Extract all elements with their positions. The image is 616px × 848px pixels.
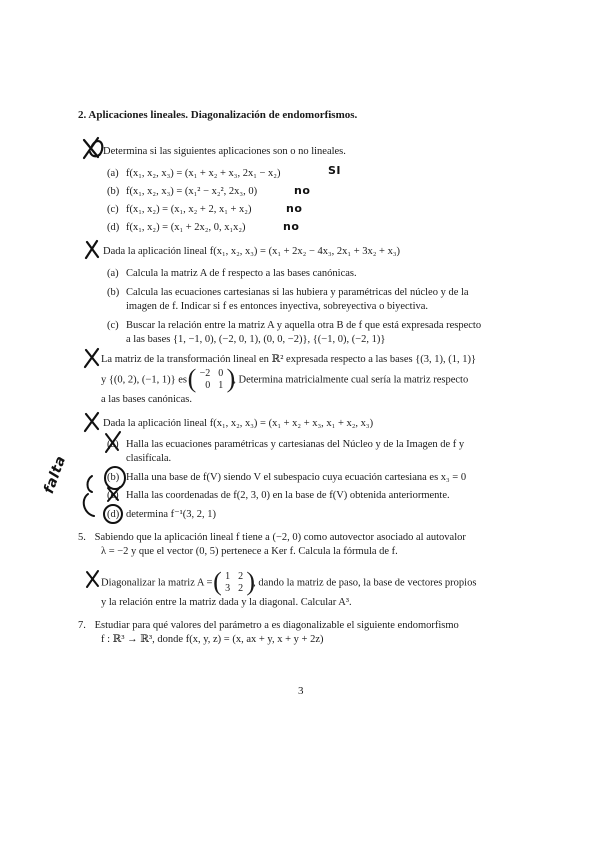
exercise-6-matrix: ( 1 2 3 2 ) (213, 567, 256, 596)
exercise-4-item-d (107, 508, 535, 522)
exercise-6-line-2: y la relación entre la matriz dada y la diagonal. Calcular A³. (101, 597, 352, 608)
handwritten-answer-c: no (286, 202, 303, 215)
item-text: Halla una base de f(V) siendo V el subespacio cuya ecuación cartesiana es x₃ = 0 (126, 472, 467, 483)
item-label: (c) (107, 320, 119, 331)
exercise-2-item-b (107, 286, 535, 300)
page-number: 3 (298, 685, 304, 697)
exercise-text: Sabiendo que la aplicación lineal f tiene a (−2, 0) como autovector asociado al autovalor (94, 532, 466, 543)
exercise-4-item-a-continued: clasifícala. (126, 453, 172, 464)
exercise-5-line-2: λ = −2 y que el vector (0, 5) pertenece a Ker f. Calcula la fórmula de f. (101, 546, 398, 557)
handwritten-answer-b: no (294, 184, 311, 197)
item-text: f(x₁, x₂) = (x₁ + 2x₂, 0, x₁x₂) (126, 222, 246, 233)
exercise-7-line-1 (78, 619, 538, 633)
exercise-4-item-b (107, 471, 535, 485)
exercise-3-line-2 (101, 364, 541, 393)
exercise-1-item-a (107, 167, 535, 181)
item-text: Halla las ecuaciones paramétricas y cartesianas del Núcleo y de la Imagen de f y (126, 439, 465, 450)
exercise-2-item-a (107, 267, 535, 281)
item-text: f(x₁, x₂, x₃) = (x₁² − x₂², 2x₃, 0) (126, 186, 258, 197)
item-label: (c) (107, 490, 119, 501)
matrix-cell: 1 (225, 571, 231, 582)
item-label: (a) (107, 439, 119, 450)
exercise-5-line-1 (78, 531, 538, 545)
item-label: (d) (107, 222, 120, 233)
matrix-cell: 2 (238, 571, 244, 582)
item-text: f(x₁, x₂, x₃) = (x₁ + x₂ + x₃, 2x₁ − x₂) (126, 168, 281, 179)
exercise-3-line-1: La matriz de la transformación lineal en ℝ² expresada respecto a las bases {(3, 1), (1, 1)} (101, 354, 477, 365)
exercise-4-statement: Dada la aplicación lineal f(x₁, x₂, x₃) = (x₁ + x₂ + x₃, x₁ + x₂, x₃) (103, 418, 374, 429)
item-label: (c) (107, 204, 119, 215)
exercise-4-item-a (107, 438, 535, 452)
section-title: 2. Aplicaciones lineales. Diagonalización de endomorfismos. (78, 109, 358, 121)
exercise-1-item-c (107, 203, 535, 217)
item-label: (a) (107, 168, 119, 179)
item-label: (b) (107, 186, 120, 197)
exercise-text: Estudiar para qué valores del parámetro a es diagonalizable el siguiente endomorfismo (94, 620, 459, 631)
matrix-cell: 3 (225, 583, 231, 594)
matrix-cell: 2 (238, 583, 244, 594)
cross-mark-ex6 (87, 571, 98, 587)
matrix-cell: 1 (218, 380, 224, 391)
exercise-6-pre: Diagonalizar la matriz A = (101, 577, 213, 589)
exercise-2-item-c-continued: a las bases {1, −1, 0), (−2, 0, 1), (0, 0, −2)}, {(−1, 0), (−2, 1)} (126, 334, 386, 345)
exercise-2-item-c (107, 319, 535, 333)
exercise-7-line-2: f : ℝ³ → ℝ³, donde f(x, y, z) = (x, ax + y, x + y + 2z) (101, 634, 324, 645)
exercise-6-post: , dando la matriz de paso, la base de vectores propios (253, 577, 477, 589)
matrix-cell: −2 (199, 368, 211, 379)
exercise-3-line-2-post: , Determina matricialmente cual sería la matriz respecto (233, 374, 469, 386)
exercise-number: 7. (78, 620, 86, 631)
exercise-1-item-b (107, 185, 535, 199)
cross-mark-ex1 (84, 138, 102, 158)
item-text: Calcula las ecuaciones cartesianas si las hubiera y paramétricas del núcleo y de la (126, 287, 469, 298)
item-label: (b) (107, 287, 120, 298)
item-text: Calcula la matriz A de f respecto a las bases canónicas. (126, 268, 357, 279)
margin-bracket (88, 476, 93, 492)
handwritten-answer-a: SI (328, 164, 342, 177)
exercise-3-matrix: ( −2 0 0 1 ) (187, 364, 236, 393)
exercise-6-line-1 (101, 567, 541, 596)
cross-mark-ex2 (86, 241, 98, 258)
exercise-3-line-3: a las bases canónicas. (101, 394, 192, 405)
exercise-1-item-d (107, 221, 535, 235)
exercise-2-item-b-continued: imagen de f. Indicar si f es entonces inyectiva, sobreyectiva o biyectiva. (126, 301, 429, 312)
matrix-cell: 0 (218, 368, 224, 379)
handwritten-margin-note: falta (40, 453, 70, 496)
cross-mark-ex3 (85, 349, 98, 367)
item-text: Buscar la relación entre la matriz A y aquella otra B de f que está expresada respecto (126, 320, 482, 331)
exercise-1-statement: Determina si las siguientes aplicaciones son o no lineales. (103, 146, 346, 157)
margin-curve (84, 494, 94, 516)
item-text: determina f⁻¹(3, 2, 1) (126, 509, 217, 520)
exercise-4-item-c (107, 489, 535, 503)
item-label: (d) (107, 509, 120, 520)
handwritten-answer-d: no (283, 220, 300, 233)
item-text: f(x₁, x₂) = (x₁, x₂ + 2, x₁ + x₂) (126, 204, 252, 215)
item-label: (b) (107, 472, 120, 483)
matrix-cell: 0 (205, 380, 211, 391)
item-text: Halla las coordenadas de f(2, 3, 0) en la base de f(V) obtenida anteriormente. (126, 490, 450, 501)
item-label: (a) (107, 268, 119, 279)
cross-mark-ex4 (85, 413, 98, 431)
exercise-3-line-2-pre: y {(0, 2), (−1, 1)} es (101, 374, 187, 386)
exercise-number: 5. (78, 532, 86, 543)
exercise-2-statement: Dada la aplicación lineal f(x₁, x₂, x₃) = (x₁ + 2x₂ − 4x₃, 2x₁ + 3x₂ + x₃) (103, 246, 400, 257)
